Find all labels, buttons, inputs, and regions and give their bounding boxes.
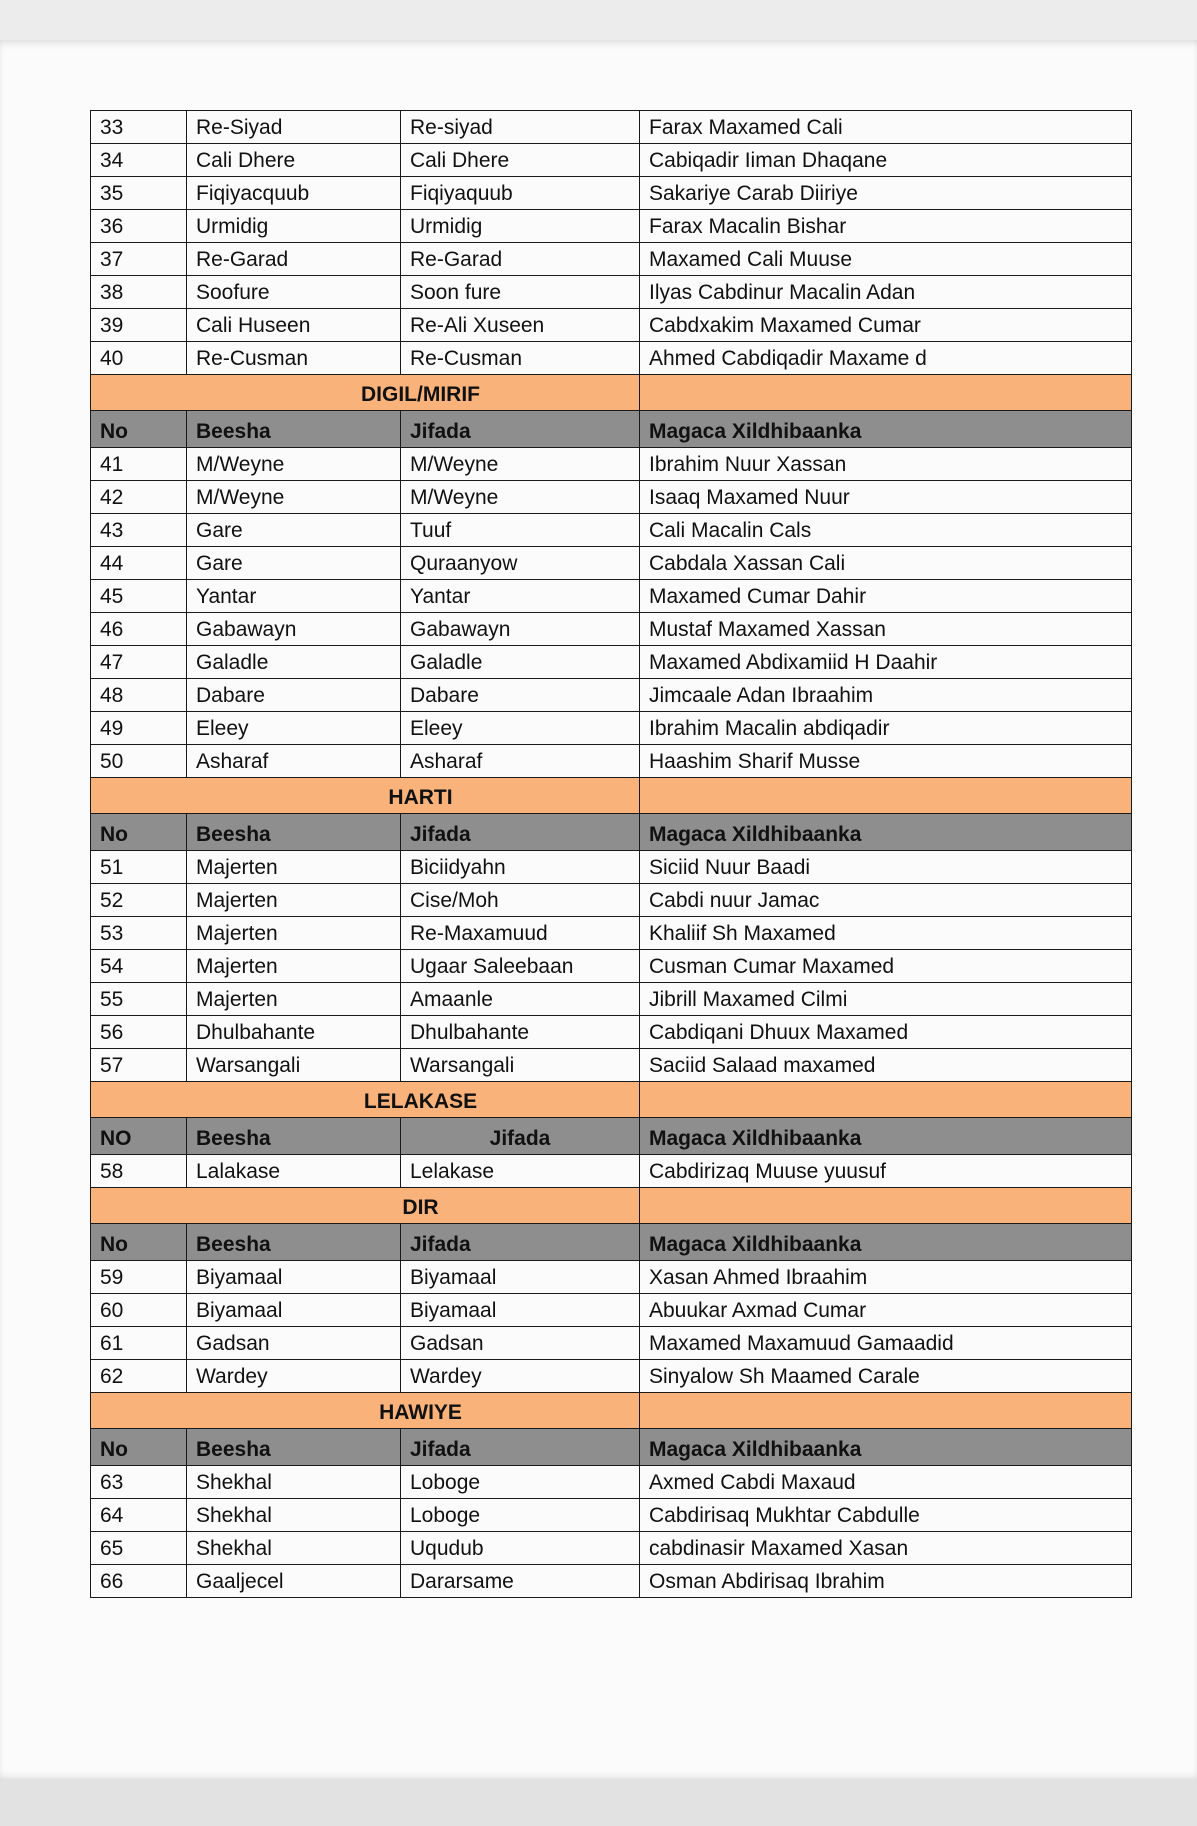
jifada-cell: Loboge	[401, 1499, 640, 1532]
jifada-cell: Wardey	[401, 1360, 640, 1393]
xildhibaan-name-cell: Ilyas Cabdinur Macalin Adan	[640, 276, 1132, 309]
xildhibaan-name-cell: Isaaq Maxamed Nuur	[640, 481, 1132, 514]
table-row	[91, 1049, 1132, 1082]
beesha-cell: Wardey	[187, 1360, 401, 1393]
header-beesha: Beesha	[187, 1118, 401, 1155]
column-header-row	[91, 814, 1132, 851]
header-no: No	[91, 1429, 187, 1466]
table-row	[91, 342, 1132, 375]
xildhibaan-name-cell: Sakariye Carab Diiriye	[640, 177, 1132, 210]
beesha-cell: M/Weyne	[187, 448, 401, 481]
xildhibaan-name-cell: Sinyalow Sh Maamed Carale	[640, 1360, 1132, 1393]
xildhibaan-name-cell: Jibrill Maxamed Cilmi	[640, 983, 1132, 1016]
table-row	[91, 276, 1132, 309]
xildhibaan-name-cell: Maxamed Cumar Dahir	[640, 580, 1132, 613]
xildhibaan-name-cell: Cabdala Xassan Cali	[640, 547, 1132, 580]
no-cell: 62	[91, 1360, 187, 1393]
table-row	[91, 950, 1132, 983]
beesha-cell: Galadle	[187, 646, 401, 679]
xildhibaan-name-cell: Ibrahim Macalin abdiqadir	[640, 712, 1132, 745]
beesha-cell: Re-Garad	[187, 243, 401, 276]
no-cell: 50	[91, 745, 187, 778]
no-cell: 49	[91, 712, 187, 745]
table-row	[91, 481, 1132, 514]
jifada-cell: M/Weyne	[401, 481, 640, 514]
header-magaca: Magaca Xildhibaanka	[640, 1429, 1132, 1466]
beesha-cell: Shekhal	[187, 1532, 401, 1565]
xildhibaan-name-cell: Cabdirizaq Muuse yuusuf	[640, 1155, 1132, 1188]
beesha-cell: Asharaf	[187, 745, 401, 778]
no-cell: 56	[91, 1016, 187, 1049]
beesha-cell: Re-Siyad	[187, 111, 401, 144]
xildhibaan-name-cell: Maxamed Abdixamiid H Daahir	[640, 646, 1132, 679]
jifada-cell: Soon fure	[401, 276, 640, 309]
table-row	[91, 1327, 1132, 1360]
no-cell: 41	[91, 448, 187, 481]
section-blank-cell	[640, 1188, 1132, 1224]
no-cell: 43	[91, 514, 187, 547]
header-magaca: Magaca Xildhibaanka	[640, 1224, 1132, 1261]
jifada-cell: Cali Dhere	[401, 144, 640, 177]
jifada-cell: Dhulbahante	[401, 1016, 640, 1049]
jifada-cell: Lelakase	[401, 1155, 640, 1188]
table-row	[91, 243, 1132, 276]
xildhibaan-name-cell: Cabiqadir Iiman Dhaqane	[640, 144, 1132, 177]
jifada-cell: Gabawayn	[401, 613, 640, 646]
table-row	[91, 851, 1132, 884]
beesha-cell: Majerten	[187, 851, 401, 884]
xildhibaan-name-cell: Cabdxakim Maxamed Cumar	[640, 309, 1132, 342]
table-row	[91, 712, 1132, 745]
table-row	[91, 1016, 1132, 1049]
table-row	[91, 884, 1132, 917]
beesha-cell: Dabare	[187, 679, 401, 712]
jifada-cell: M/Weyne	[401, 448, 640, 481]
no-cell: 58	[91, 1155, 187, 1188]
table-row	[91, 917, 1132, 950]
section-blank-cell	[640, 778, 1132, 814]
beesha-cell: Urmidig	[187, 210, 401, 243]
no-cell: 60	[91, 1294, 187, 1327]
table-row	[91, 210, 1132, 243]
section-blank-cell	[640, 1082, 1132, 1118]
jifada-cell: Galadle	[401, 646, 640, 679]
no-cell: 59	[91, 1261, 187, 1294]
xildhibaan-name-cell: Farax Macalin Bishar	[640, 210, 1132, 243]
no-cell: 66	[91, 1565, 187, 1598]
section-title: LELAKASE	[91, 1082, 640, 1118]
jifada-cell: Re-siyad	[401, 111, 640, 144]
beesha-cell: Biyamaal	[187, 1261, 401, 1294]
column-header-row	[91, 1224, 1132, 1261]
beesha-cell: Gabawayn	[187, 613, 401, 646]
no-cell: 61	[91, 1327, 187, 1360]
no-cell: 57	[91, 1049, 187, 1082]
section-title: HARTI	[91, 778, 640, 814]
section-blank-cell	[640, 375, 1132, 411]
table-row	[91, 1261, 1132, 1294]
jifada-cell: Gadsan	[401, 1327, 640, 1360]
no-cell: 42	[91, 481, 187, 514]
xildhibaan-name-cell: Farax Maxamed Cali	[640, 111, 1132, 144]
xildhibaan-name-cell: Osman Abdirisaq Ibrahim	[640, 1565, 1132, 1598]
jifada-cell: Re-Maxamuud	[401, 917, 640, 950]
xildhibaan-name-cell: Haashim Sharif Musse	[640, 745, 1132, 778]
table-row	[91, 983, 1132, 1016]
xildhibaan-name-cell: Maxamed Maxamuud Gamaadid	[640, 1327, 1132, 1360]
jifada-cell: Uqudub	[401, 1532, 640, 1565]
jifada-cell: Asharaf	[401, 745, 640, 778]
section-title: DIR	[91, 1188, 640, 1224]
table-row	[91, 111, 1132, 144]
jifada-cell: Re-Ali Xuseen	[401, 309, 640, 342]
no-cell: 48	[91, 679, 187, 712]
no-cell: 64	[91, 1499, 187, 1532]
header-no: No	[91, 1224, 187, 1261]
no-cell: 52	[91, 884, 187, 917]
table-row	[91, 1532, 1132, 1565]
jifada-cell: Eleey	[401, 712, 640, 745]
jifada-cell: Dararsame	[401, 1565, 640, 1598]
table-row	[91, 1294, 1132, 1327]
table-row	[91, 679, 1132, 712]
table-row	[91, 580, 1132, 613]
beesha-cell: Fiqiyacquub	[187, 177, 401, 210]
xildhibaan-name-cell: Cabdiqani Dhuux Maxamed	[640, 1016, 1132, 1049]
beesha-cell: Dhulbahante	[187, 1016, 401, 1049]
no-cell: 45	[91, 580, 187, 613]
jifada-cell: Ugaar Saleebaan	[401, 950, 640, 983]
section-title: DIGIL/MIRIF	[91, 375, 640, 411]
header-jifada: Jifada	[401, 814, 640, 851]
xildhibaan-name-cell: Cali Macalin Cals	[640, 514, 1132, 547]
header-magaca: Magaca Xildhibaanka	[640, 1118, 1132, 1155]
no-cell: 63	[91, 1466, 187, 1499]
xildhibaan-name-cell: Axmed Cabdi Maxaud	[640, 1466, 1132, 1499]
beesha-cell: Gare	[187, 547, 401, 580]
no-cell: 55	[91, 983, 187, 1016]
xildhibaan-name-cell: Ibrahim Nuur Xassan	[640, 448, 1132, 481]
xildhibaan-name-cell: Mustaf Maxamed Xassan	[640, 613, 1132, 646]
beesha-cell: Biyamaal	[187, 1294, 401, 1327]
jifada-cell: Biyamaal	[401, 1261, 640, 1294]
header-beesha: Beesha	[187, 411, 401, 448]
members-table	[90, 110, 1132, 1598]
column-header-row	[91, 1429, 1132, 1466]
jifada-cell: Re-Cusman	[401, 342, 640, 375]
jifada-cell: Loboge	[401, 1466, 640, 1499]
beesha-cell: Yantar	[187, 580, 401, 613]
jifada-cell: Biciidyahn	[401, 851, 640, 884]
xildhibaan-name-cell: Jimcaale Adan Ibraahim	[640, 679, 1132, 712]
header-no: NO	[91, 1118, 187, 1155]
jifada-cell: Urmidig	[401, 210, 640, 243]
xildhibaan-name-cell: Siciid Nuur Baadi	[640, 851, 1132, 884]
no-cell: 65	[91, 1532, 187, 1565]
column-header-row	[91, 1118, 1132, 1155]
table-row	[91, 177, 1132, 210]
xildhibaan-name-cell: Abuukar Axmad Cumar	[640, 1294, 1132, 1327]
beesha-cell: M/Weyne	[187, 481, 401, 514]
jifada-cell: Fiqiyaquub	[401, 177, 640, 210]
section-title: HAWIYE	[91, 1393, 640, 1429]
table-row	[91, 745, 1132, 778]
beesha-cell: Shekhal	[187, 1466, 401, 1499]
beesha-cell: Shekhal	[187, 1499, 401, 1532]
header-magaca: Magaca Xildhibaanka	[640, 411, 1132, 448]
no-cell: 51	[91, 851, 187, 884]
no-cell: 39	[91, 309, 187, 342]
jifada-cell: Re-Garad	[401, 243, 640, 276]
beesha-cell: Gare	[187, 514, 401, 547]
beesha-cell: Majerten	[187, 917, 401, 950]
table-row	[91, 1466, 1132, 1499]
no-cell: 37	[91, 243, 187, 276]
header-no: No	[91, 411, 187, 448]
header-beesha: Beesha	[187, 1224, 401, 1261]
beesha-cell: Soofure	[187, 276, 401, 309]
table-row	[91, 1499, 1132, 1532]
no-cell: 34	[91, 144, 187, 177]
beesha-cell: Majerten	[187, 884, 401, 917]
header-jifada: Jifada	[401, 1429, 640, 1466]
scan-bottom-margin	[0, 1780, 1197, 1826]
no-cell: 40	[91, 342, 187, 375]
beesha-cell: Majerten	[187, 950, 401, 983]
no-cell: 47	[91, 646, 187, 679]
xildhibaan-name-cell: Saciid Salaad maxamed	[640, 1049, 1132, 1082]
header-no: No	[91, 814, 187, 851]
xildhibaan-name-cell: Cusman Cumar Maxamed	[640, 950, 1132, 983]
xildhibaan-name-cell: Ahmed Cabdiqadir Maxame d	[640, 342, 1132, 375]
jifada-cell: Yantar	[401, 580, 640, 613]
table-row	[91, 144, 1132, 177]
header-magaca: Magaca Xildhibaanka	[640, 814, 1132, 851]
beesha-cell: Gaaljecel	[187, 1565, 401, 1598]
beesha-cell: Gadsan	[187, 1327, 401, 1360]
beesha-cell: Majerten	[187, 983, 401, 1016]
xildhibaan-name-cell: cabdinasir Maxamed Xasan	[640, 1532, 1132, 1565]
no-cell: 46	[91, 613, 187, 646]
table-row	[91, 1155, 1132, 1188]
section-header-row	[91, 778, 1132, 814]
no-cell: 35	[91, 177, 187, 210]
header-beesha: Beesha	[187, 1429, 401, 1466]
header-jifada: Jifada	[401, 411, 640, 448]
table-row	[91, 514, 1132, 547]
xildhibaan-name-cell: Maxamed Cali Muuse	[640, 243, 1132, 276]
table-row	[91, 613, 1132, 646]
section-header-row	[91, 1082, 1132, 1118]
section-blank-cell	[640, 1393, 1132, 1429]
header-jifada: Jifada	[401, 1224, 640, 1261]
xildhibaan-name-cell: Cabdirisaq Mukhtar Cabdulle	[640, 1499, 1132, 1532]
no-cell: 44	[91, 547, 187, 580]
header-jifada: Jifada	[401, 1118, 640, 1155]
jifada-cell: Quraanyow	[401, 547, 640, 580]
jifada-cell: Cise/Moh	[401, 884, 640, 917]
jifada-cell: Dabare	[401, 679, 640, 712]
beesha-cell: Warsangali	[187, 1049, 401, 1082]
column-header-row	[91, 411, 1132, 448]
beesha-cell: Re-Cusman	[187, 342, 401, 375]
section-header-row	[91, 1393, 1132, 1429]
xildhibaan-name-cell: Cabdi nuur Jamac	[640, 884, 1132, 917]
no-cell: 33	[91, 111, 187, 144]
no-cell: 54	[91, 950, 187, 983]
table-row	[91, 448, 1132, 481]
no-cell: 38	[91, 276, 187, 309]
xildhibaan-name-cell: Xasan Ahmed Ibraahim	[640, 1261, 1132, 1294]
table-row	[91, 1360, 1132, 1393]
header-beesha: Beesha	[187, 814, 401, 851]
jifada-cell: Biyamaal	[401, 1294, 640, 1327]
table-row	[91, 309, 1132, 342]
no-cell: 36	[91, 210, 187, 243]
table-row	[91, 1565, 1132, 1598]
section-header-row	[91, 375, 1132, 411]
table-row	[91, 646, 1132, 679]
beesha-cell: Cali Dhere	[187, 144, 401, 177]
section-header-row	[91, 1188, 1132, 1224]
jifada-cell: Amaanle	[401, 983, 640, 1016]
jifada-cell: Tuuf	[401, 514, 640, 547]
no-cell: 53	[91, 917, 187, 950]
beesha-cell: Eleey	[187, 712, 401, 745]
table-row	[91, 547, 1132, 580]
scan-top-margin	[0, 0, 1197, 40]
beesha-cell: Cali Huseen	[187, 309, 401, 342]
xildhibaan-name-cell: Khaliif Sh Maxamed	[640, 917, 1132, 950]
beesha-cell: Lalakase	[187, 1155, 401, 1188]
jifada-cell: Warsangali	[401, 1049, 640, 1082]
